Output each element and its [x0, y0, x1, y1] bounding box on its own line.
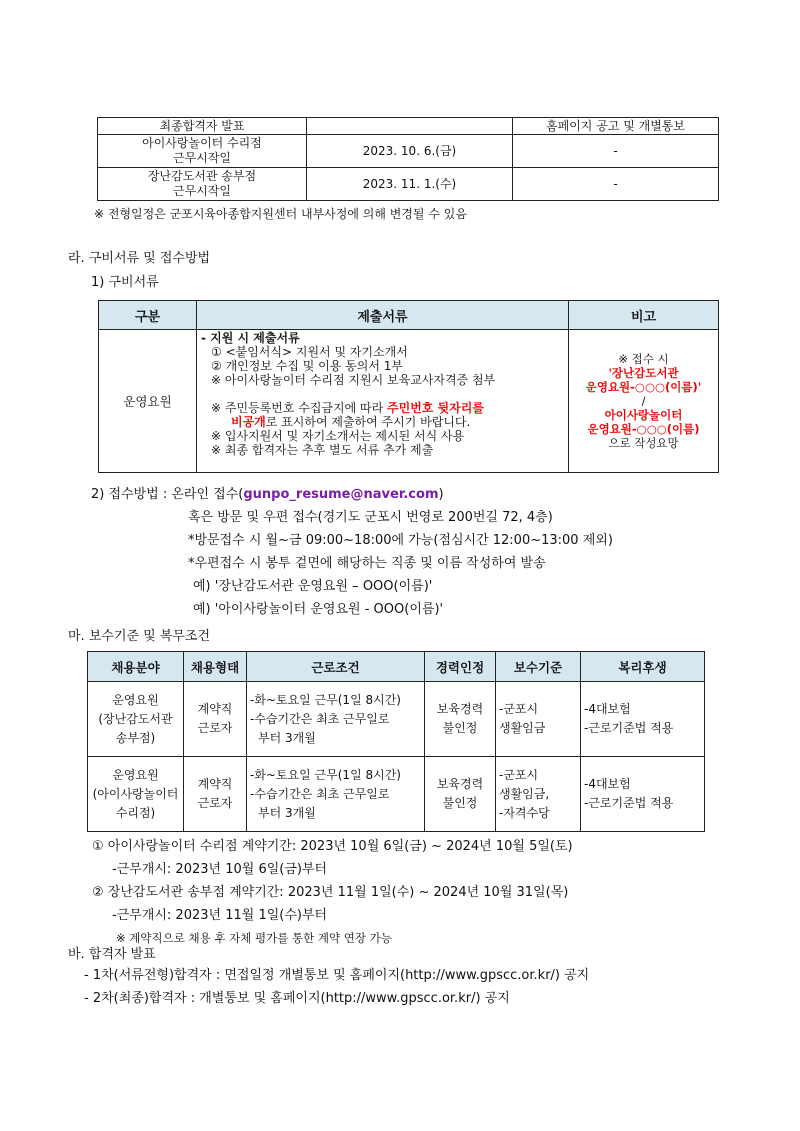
section-ra-title: 라. 구비서류 및 접수방법 — [68, 251, 211, 266]
career-cell: 보육경력 불인정 — [425, 757, 496, 832]
welfare-cell: -4대보험 -근로기준법 적용 — [581, 682, 705, 757]
type-cell: 계약직 근로자 — [184, 682, 247, 757]
section-ba-title: 바. 합격자 발표 — [68, 947, 156, 962]
col-header: 구분 — [99, 301, 197, 330]
field-cell: 운영요원 (아이사랑놀이터 수리점) — [88, 757, 184, 832]
col-header: 복리후생 — [581, 652, 705, 682]
schedule-date: 2023. 10. 6.(금) — [307, 135, 513, 168]
section-ma-title: 마. 보수기준 및 복무조건 — [68, 629, 211, 644]
col-header: 비고 — [569, 301, 719, 330]
pay-cell: -군포시 생활임금 — [496, 682, 581, 757]
schedule-notice: - — [513, 135, 719, 168]
col-header: 제출서류 — [197, 301, 569, 330]
schedule-note: ※ 전형일정은 군포시육아종합지원센터 내부사정에 의해 변경될 수 있음 — [94, 207, 467, 221]
schedule-notice: 홈페이지 공고 및 개별통보 — [513, 118, 719, 135]
welfare-cell: -4대보험 -근로기준법 적용 — [581, 757, 705, 832]
method-lines: 혹은 방문 및 우편 접수(경기도 군포시 번영로 200번길 72, 4층) *방문접수 시 월~금 09:00~18:00에 가능(점심시간 12:00~13:00 제외) *우편접수 시 봉투 겉면에 해당하는 직종 및 이름 작성하여 발송 예) '장난감도서관 운영요원 – OOO(이름)' 예) '아이사랑놀이터 운영요원 - OOO(이름)' — [188, 510, 613, 617]
cond-cell: -화~토요일 근무(1일 8시간) -수습기간은 최초 근무일로 부터 3개월 — [247, 757, 425, 832]
schedule-label: 아이사랑놀이터 수리점 근무시작일 — [98, 135, 307, 168]
col-header: 보수기준 — [496, 652, 581, 682]
schedule-table — [97, 117, 719, 201]
field-cell: 운영요원 (장난감도서관 송부점) — [88, 682, 184, 757]
pay-cell: -군포시 생활임금, -자격수당 — [496, 757, 581, 832]
schedule-date — [307, 118, 513, 135]
section-ra-sub2: 2) 접수방법 : 온라인 접수(gunpo_resume@naver.com) — [91, 487, 444, 502]
schedule-notice: - — [513, 168, 719, 201]
col-header: 경력인정 — [425, 652, 496, 682]
docs-cell: - 지원 시 제출서류 ① <붙임서식> 지원서 및 자기소개서 ② 개인정보 수집 및 이용 동의서 1부 ※ 아이사랑놀이터 수리점 지원시 보육교사자격증 첨부 ※ 주민등록번호 수집금지에 따라 주민번호 뒷자리를 비공개로 표시하여 제출하여 주시기 바랍니다. ※ 입사지원서 및 자기소개서는 제시된 서식 사용 ※ 최종 합격자는 추후 별도 서류 추가 제출 — [197, 330, 569, 473]
documents-table — [98, 300, 719, 473]
type-cell: 계약직 근로자 — [184, 757, 247, 832]
announcement-lines: - 1차(서류전형)합격자 : 면접일정 개별통보 및 홈페이지(http://www.gpscc.or.kr/) 공지 - 2차(최종)합격자 : 개별통보 및 홈페이지(http://www.gpscc.or.kr/) 공지 — [84, 968, 590, 1006]
schedule-label: 장난감도서관 송부점 근무시작일 — [98, 168, 307, 201]
schedule-label: 최종합격자 발표 — [98, 118, 307, 135]
category-cell: 운영요원 — [99, 330, 197, 473]
pay-table — [87, 651, 705, 832]
contract-lines: ① 아이사랑놀이터 수리점 계약기간: 2023년 10월 6일(금) ~ 2024년 10월 5일(토) -근무개시: 2023년 10월 6일(금)부터 ② 장난감도서관 송부점 계약기간: 2023년 11월 1일(수) ~ 2024년 10월 31일(목) -근무개시: 2023년 11월 1일(수)부터 ※ 계약직으로 채용 후 자체 평가를 통한 계약 연장 가능 — [92, 839, 573, 945]
col-header: 채용분야 — [88, 652, 184, 682]
cond-cell: -화~토요일 근무(1일 8시간) -수습기간은 최초 근무일로 부터 3개월 — [247, 682, 425, 757]
section-ra-sub1: 1) 구비서류 — [91, 275, 159, 290]
career-cell: 보육경력 불인정 — [425, 682, 496, 757]
col-header: 채용형태 — [184, 652, 247, 682]
schedule-date: 2023. 11. 1.(수) — [307, 168, 513, 201]
email-link[interactable]: gunpo_resume@naver.com — [243, 487, 439, 502]
col-header: 근로조건 — [247, 652, 425, 682]
remark-cell: ※ 접수 시 '장난감도서관 운영요원-○○○(이름)' / 아이사랑놀이터 운영요원-○○○(이름) 으로 작성요망 — [569, 330, 719, 473]
